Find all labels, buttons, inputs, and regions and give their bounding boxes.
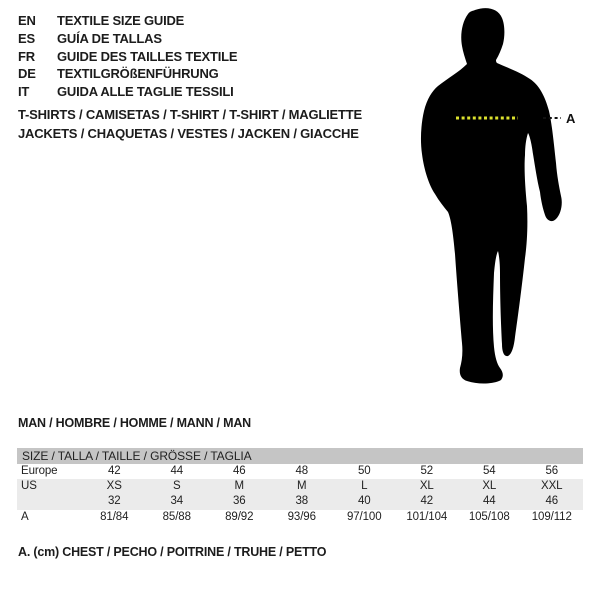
language-code: EN xyxy=(18,13,36,28)
table-cell: 85/88 xyxy=(162,510,191,523)
table-header: SIZE / TALLA / TAILLE / GRÖSSE / TAGLIA xyxy=(17,448,583,464)
section-title-man: MAN / HOMBRE / HOMME / MANN / MAN xyxy=(18,416,251,430)
table-cell: XS xyxy=(106,480,122,493)
table-cell: M xyxy=(234,480,244,493)
language-code: ES xyxy=(18,30,35,46)
table-row-europe xyxy=(17,464,583,479)
row-label: Europe xyxy=(21,465,58,477)
table-cell: 105/108 xyxy=(468,510,510,523)
table-cell: 44 xyxy=(170,465,184,477)
language-code: DE xyxy=(18,66,36,82)
language-label: TEXTILGRÖßENFÜHRUNG xyxy=(57,66,219,82)
language-label: TEXTILE SIZE GUIDE xyxy=(57,13,185,28)
language-list xyxy=(18,12,237,101)
language-code: FR xyxy=(18,48,35,64)
table-cell: 46 xyxy=(232,465,246,477)
table-cell: 42 xyxy=(107,465,121,477)
row-label: A xyxy=(21,510,29,523)
table-cell: XXL xyxy=(541,480,563,493)
table-cell: 42 xyxy=(420,495,434,508)
table-cell: 52 xyxy=(420,465,434,477)
measurement-footnote: A. (cm) CHEST / PECHO / POITRINE / TRUHE / PETTO xyxy=(18,545,327,559)
table-cell: XL xyxy=(482,480,497,493)
table-cell: 56 xyxy=(545,465,559,477)
size-table xyxy=(17,448,583,525)
language-row xyxy=(18,12,237,30)
language-row xyxy=(18,48,237,66)
measure-label-a: A xyxy=(566,111,576,126)
language-label: GUIDA ALLE TAGLIE TESSILI xyxy=(57,84,234,100)
table-cell: 32 xyxy=(107,495,121,508)
table-cell: 93/96 xyxy=(287,510,316,523)
man-silhouette-shape xyxy=(421,8,562,383)
table-cell: 109/112 xyxy=(531,510,572,523)
table-cell: 54 xyxy=(482,465,496,477)
table-cell: 46 xyxy=(545,495,559,508)
language-row xyxy=(18,30,237,48)
table-row-chest-a xyxy=(17,510,583,525)
table-row-us xyxy=(17,479,583,494)
table-cell: 97/100 xyxy=(346,510,382,523)
table-cell: 48 xyxy=(295,465,309,477)
table-cell: M xyxy=(297,480,307,493)
row-label: US xyxy=(21,480,37,493)
category-line-jackets: JACKETS / CHAQUETAS / VESTES / JACKEN / GIACCHE xyxy=(18,126,359,141)
table-cell: 38 xyxy=(295,495,309,508)
language-row xyxy=(18,83,237,101)
man-figure xyxy=(415,5,600,395)
language-label: GUÍA DE TALLAS xyxy=(57,30,162,46)
row-label xyxy=(17,494,83,509)
category-line-tshirts: T-SHIRTS / CAMISETAS / T-SHIRT / T-SHIRT / MAGLIETTE xyxy=(18,107,362,122)
table-cell: 101/104 xyxy=(406,510,448,523)
language-label: GUIDE DES TAILLES TEXTILE xyxy=(57,48,238,64)
table-cell: 36 xyxy=(232,495,246,508)
category-list xyxy=(18,105,362,143)
language-code: IT xyxy=(18,84,30,100)
table-cell: 40 xyxy=(357,495,371,508)
table-cell: 81/84 xyxy=(100,510,129,523)
table-cell: 44 xyxy=(482,495,496,508)
table-row-us-numeric xyxy=(17,494,583,509)
table-cell: XL xyxy=(419,480,434,493)
table-cell: 50 xyxy=(357,465,371,477)
table-cell: L xyxy=(361,480,368,493)
table-cell: S xyxy=(172,480,181,493)
table-cell: 34 xyxy=(170,495,184,508)
table-cell: 89/92 xyxy=(225,510,254,523)
language-row xyxy=(18,65,237,83)
